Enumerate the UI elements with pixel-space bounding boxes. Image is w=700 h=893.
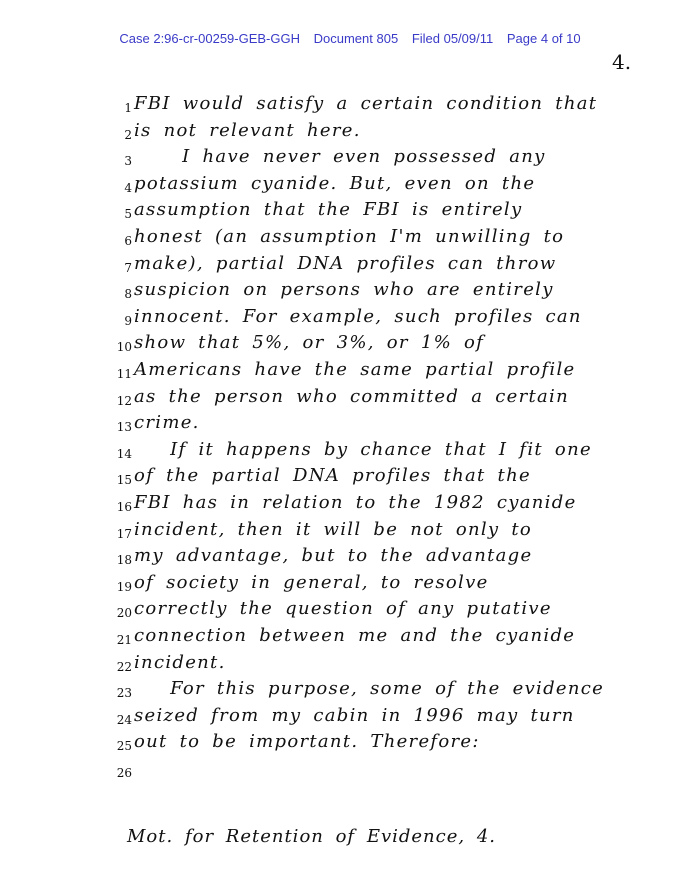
line-text: FBI would satisfy a certain condition that bbox=[134, 93, 598, 114]
line-number: 7 bbox=[124, 260, 132, 275]
line-text: of society in general, to resolve bbox=[134, 571, 489, 593]
line-text: is not relevant here. bbox=[134, 119, 361, 141]
line-number: 17 bbox=[116, 526, 132, 541]
line-text: connection between me and the cyanide bbox=[134, 625, 576, 646]
line-text: my advantage, but to the advantage bbox=[134, 545, 533, 567]
line-number: 19 bbox=[116, 579, 132, 594]
line-text: honest (an assumption I'm unwilling to bbox=[134, 226, 565, 247]
line-text: incident, then it will be not only to bbox=[134, 518, 533, 540]
line-number: 20 bbox=[116, 606, 132, 621]
line-number: 22 bbox=[116, 659, 132, 674]
line-text: potassium cyanide. But, even on the bbox=[134, 172, 536, 194]
line-number: 9 bbox=[124, 313, 132, 328]
line-number: 21 bbox=[116, 633, 132, 647]
line-text: seized from my cabin in 1996 may turn bbox=[134, 704, 575, 726]
line-number: 10 bbox=[116, 340, 132, 355]
line-number: 16 bbox=[116, 500, 132, 514]
line-text: as the person who committed a certain bbox=[134, 385, 569, 407]
ecf-header bbox=[0, 31, 700, 46]
line-number: 23 bbox=[116, 686, 132, 701]
line-number: 26 bbox=[116, 766, 132, 780]
line-number: 4 bbox=[124, 180, 132, 195]
line-number: 15 bbox=[116, 473, 132, 488]
document-number: Document 805 bbox=[313, 31, 399, 46]
line-text: assumption that the FBI is entirely bbox=[134, 199, 523, 221]
line-number: 25 bbox=[116, 739, 132, 754]
line-text: correctly the question of any putative bbox=[134, 598, 552, 620]
page-count: Page 4 of 10 bbox=[506, 31, 581, 46]
line-text: innocent. For example, such profiles can bbox=[134, 305, 582, 327]
line-text: of the partial DNA profiles that the bbox=[134, 465, 531, 487]
line-text: show that 5%, or 3%, or 1% of bbox=[134, 332, 485, 354]
handwritten-page-number: 4. bbox=[612, 50, 632, 74]
line-number: 6 bbox=[124, 234, 132, 248]
line-number: 8 bbox=[124, 287, 132, 302]
line-text: If it happens by chance that I fit one bbox=[134, 438, 592, 460]
filed-date: Filed 05/09/11 bbox=[411, 31, 494, 46]
line-number: 2 bbox=[124, 127, 132, 142]
line-text: I have never even possessed any bbox=[134, 146, 546, 168]
line-text: Americans have the same partial profile bbox=[134, 359, 576, 380]
line-text: FBI has in relation to the 1982 cyanide bbox=[134, 492, 577, 513]
line-number: 12 bbox=[116, 393, 132, 408]
line-number: 11 bbox=[116, 367, 132, 381]
line-number: 24 bbox=[116, 712, 132, 727]
line-number: 1 bbox=[124, 101, 132, 115]
line-number: 14 bbox=[116, 446, 132, 461]
line-number: 18 bbox=[116, 553, 132, 568]
case-number: Case 2:96-cr-00259-GEB-GGH bbox=[119, 31, 300, 46]
footer-caption: Mot. for Retention of Evidence, 4. bbox=[127, 826, 496, 847]
line-text: For this purpose, some of the evidence bbox=[134, 678, 605, 700]
line-text: incident. bbox=[134, 651, 226, 673]
line-text: suspicion on persons who are entirely bbox=[134, 279, 554, 301]
line-number: 3 bbox=[124, 154, 132, 169]
line-number: 13 bbox=[116, 420, 132, 435]
line-text: make), partial DNA profiles can throw bbox=[134, 252, 557, 274]
line-number: 5 bbox=[124, 207, 132, 222]
line-text: out to be important. Therefore: bbox=[134, 731, 480, 753]
line-text: crime. bbox=[134, 412, 200, 434]
